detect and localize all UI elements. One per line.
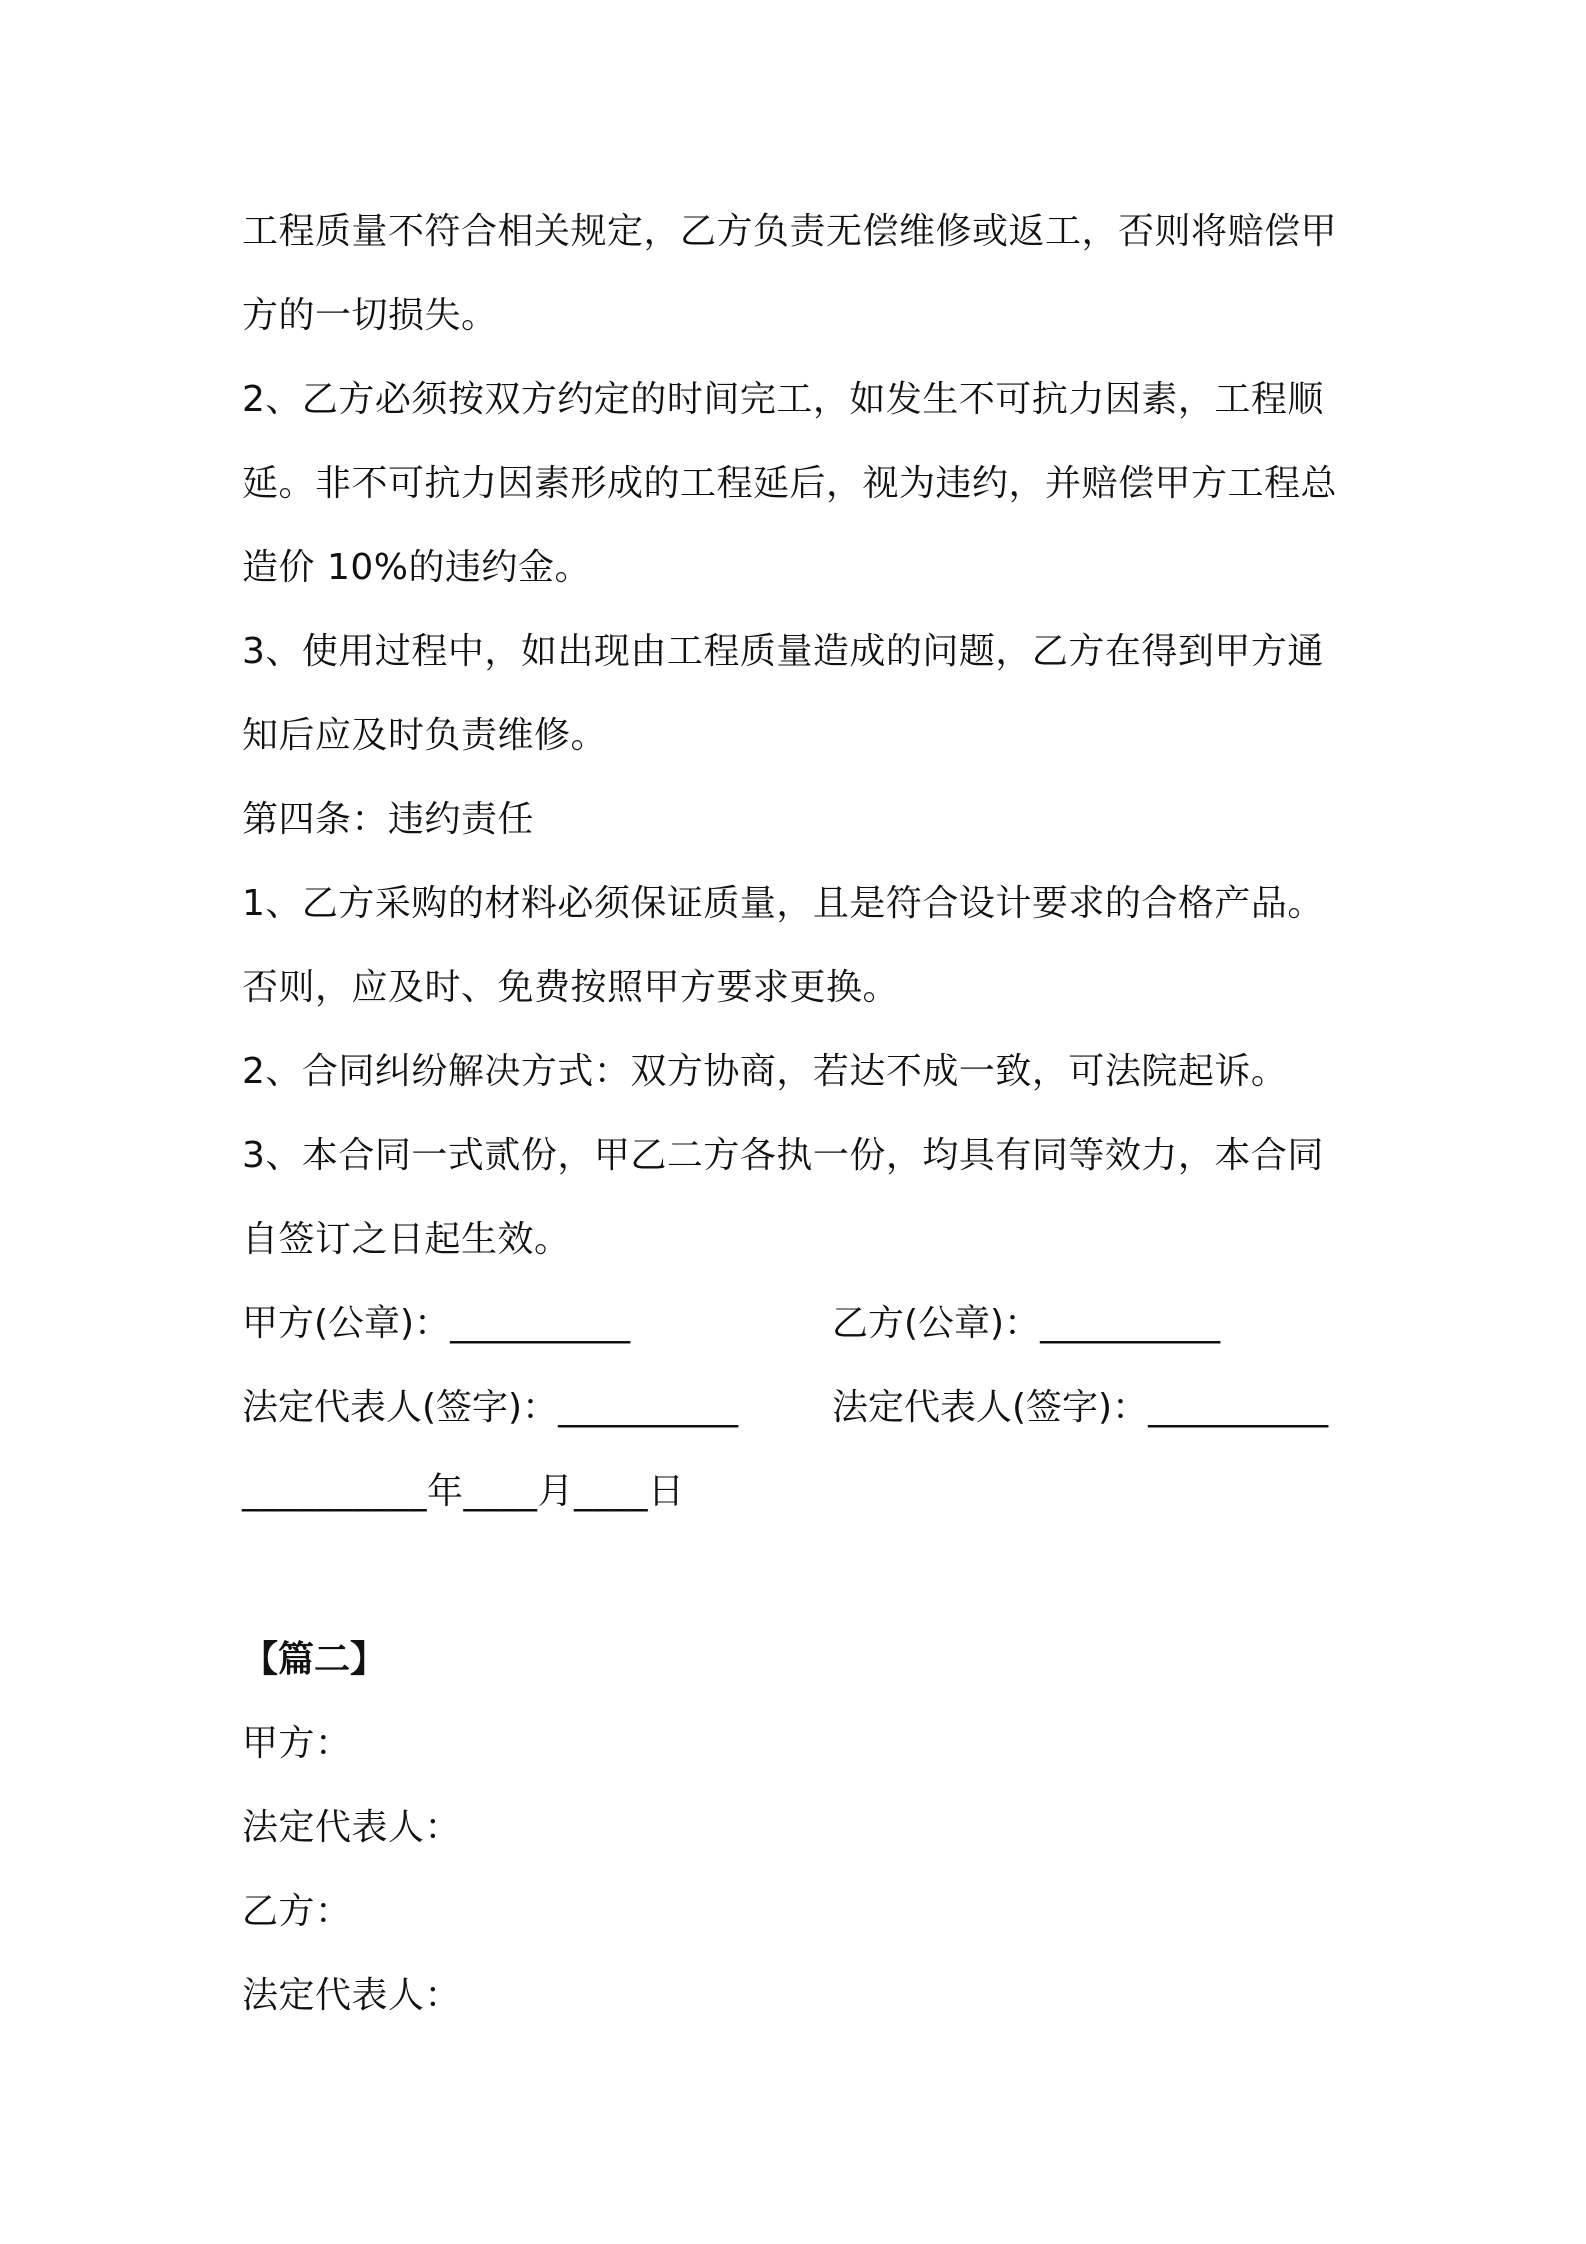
party-b-rep-field: 法定代表人(签字)：__________ bbox=[832, 1387, 1329, 1428]
paragraph-line: 2、乙方必须按双方约定的时间完工，如发生不可抗力因素，工程顺 bbox=[242, 379, 1324, 420]
party-b-rep-label: 法定代表人： bbox=[242, 1975, 462, 2016]
party-a-seal-field: 甲方(公章)：__________ bbox=[242, 1303, 631, 1344]
section-two-title: 【篇二】 bbox=[242, 1639, 387, 1680]
paragraph-line: 2、合同纠纷解决方式：双方协商，若达不成一致，可法院起诉。 bbox=[242, 1051, 1288, 1092]
paragraph-line: 3、使用过程中，如出现由工程质量造成的问题，乙方在得到甲方通 bbox=[242, 631, 1324, 672]
paragraph-line: 工程质量不符合相关规定，乙方负责无偿维修或返工，否则将赔偿甲 bbox=[242, 211, 1338, 252]
party-b-seal-field: 乙方(公章)：__________ bbox=[832, 1303, 1221, 1344]
date-field: __________年____月____日 bbox=[242, 1471, 685, 1512]
party-b-label: 乙方： bbox=[242, 1891, 352, 1932]
paragraph-line: 造价 10%的违约金。 bbox=[242, 547, 591, 588]
article-heading: 第四条：违约责任 bbox=[242, 799, 535, 840]
paragraph-line: 否则，应及时、免费按照甲方要求更换。 bbox=[242, 967, 900, 1008]
paragraph-line: 方的一切损失。 bbox=[242, 295, 498, 336]
document-page bbox=[242, 190, 1352, 2038]
spacer bbox=[242, 1534, 1352, 1618]
party-a-label: 甲方： bbox=[242, 1723, 352, 1764]
paragraph-line: 知后应及时负责维修。 bbox=[242, 715, 608, 756]
paragraph-line: 延。非不可抗力因素形成的工程延后，视为违约，并赔偿甲方工程总 bbox=[242, 463, 1338, 504]
paragraph-line: 1、乙方采购的材料必须保证质量，且是符合设计要求的合格产品。 bbox=[242, 883, 1324, 924]
representative-row bbox=[242, 1366, 1352, 1450]
seal-row bbox=[242, 1282, 1352, 1366]
party-a-rep-field: 法定代表人(签字)：__________ bbox=[242, 1387, 739, 1428]
paragraph-line: 3、本合同一式贰份，甲乙二方各执一份，均具有同等效力，本合同 bbox=[242, 1135, 1324, 1176]
party-a-rep-label: 法定代表人： bbox=[242, 1807, 462, 1848]
paragraph-line: 自签订之日起生效。 bbox=[242, 1219, 571, 1260]
